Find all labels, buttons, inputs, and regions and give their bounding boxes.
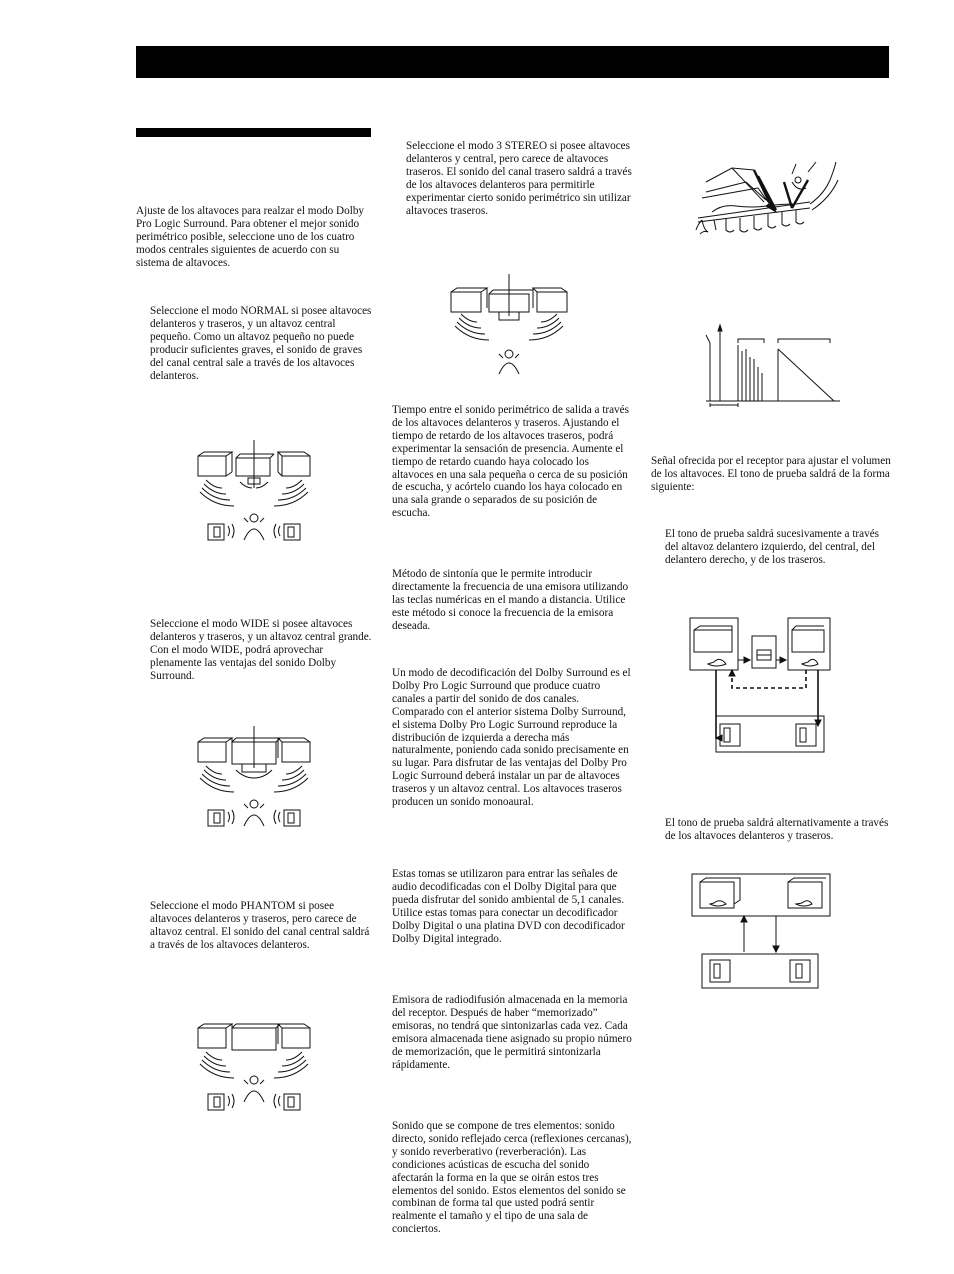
sound-field-text: Sonido que se compone de tres elementos: sonido directo, sonido reflejado cerca (reflexiones cercanas), y sonido reverberativo (reverberación). Las condiciones acústicas de escucha del sonido afectarán la forma en la que se oirán estos tres elementos del sonido. Estos elementos del sonido se combinan de forma tal que usted podrá sentir realmente el tamaño y el tipo de una sala de conciertos. [392,1120,632,1236]
reverberation-response-diagram [702,325,842,407]
section-rule [136,128,371,137]
pro-logic-text: Un modo de decodificación del Dolby Surround es el Dolby Pro Logic Surround que produce cuatro canales a partir del sonido de dos canales. Comparado con el anterior sistema Dolby Surround, el sistema Dolby Pro Logic Surround reproduce la distribución de izquierda a derecha más naturalmente, poniendo cada sonido precisamente en su lugar. Para disfrutar de las ventajas del Dolby Pro Logic Surround deberá instalar un par de altavoces traseros y un altavoz central. Los altavoces traseros producen un sonido monoaural. [392,667,631,809]
header-bar [136,46,889,78]
digital-jacks-text: Estas tomas se utilizaron para entrar las señales de audio decodificadas con el Dolby Digital para que pueda disfrutar del sonido ambiental de 5,1 canales. Utilice estas tomas para conectar un decodificador Dolby Digital o una platina DVD con decodificador Dolby Digital integrado. [392,868,625,945]
preset-station-text: Emisora de radiodifusión almacenada en la memoria del receptor. Después de haber “memorizado” emisoras, no tendrá que sintonizarlas cada vez. Cada emisora almacenada tiene asignado su propio número de memorización, que le permitirá sintonizarla rápidamente. [392,994,632,1071]
normal-mode-speaker-diagram [192,438,318,546]
wide-mode-text: Seleccione el modo WIDE si posee altavoces delanteros y traseros, y un altavoz central grande. Con el modo WIDE, podrá aprovechar plenamente las ventajas del sonido Dolby Surround. [150,618,372,682]
wide-mode-speaker-diagram [192,724,318,832]
delay-time-text: Tiempo entre el sonido perimétrico de salida a través de los altavoces delanteros y traseros. Ajustando el tiempo de retardo de los altavoces traseros, podrá experimentar la sensación de presencia. Aumente el tiempo de retardo cuando haya colocado los altavoces en una sala pequeña o cerca de su posición de escucha, y acórtelo cuando los haya colocado en una sala grande o separados de su posición de escucha. [392,404,629,520]
three-stereo-text: Seleccione el modo 3 STEREO si posee altavoces delanteros y central, pero carece de altavoces traseros. El sonido del canal trasero saldrá a través de los altavoces delanteros para permitirle experimentar cierto sonido perimétrico sin utilizar altavoces traseros. [406,140,632,217]
test-tone-alternate-text: El tono de prueba saldrá alternativamente a través de los altavoces delanteros y traseros. [665,817,889,842]
direct-tuning-text: Método de sintonía que le permite introducir directamente la frecuencia de una emisora utilizando las teclas numéricas en el mando a distancia. Utilice este método si conoce la frecuencia de la emisora deseada. [392,568,629,632]
test-tone-sequence-text: El tono de prueba saldrá sucesivamente a través del altavoz delantero izquierdo, del central, del delantero derecho, y de los traseros. [665,528,880,566]
three-stereo-speaker-diagram [447,272,573,376]
test-tone-text: Señal ofrecida por el receptor para ajustar el volumen de los altavoces. El tono de prueba saldrá de la forma siguiente: [651,455,891,493]
center-mode-intro: Ajuste de los altavoces para realzar el modo Dolby Pro Logic Surround. Para obtener el mejor sonido perimétrico posible, seleccione uno de los cuatro modos centrales siguientes de acuerdo con su sistema de altavoces. [136,205,365,269]
test-tone-sequential-diagram [686,614,832,756]
test-tone-alternate-diagram [690,872,834,992]
concert-hall-sound-diagram [692,158,840,248]
phantom-mode-speaker-diagram [192,1010,318,1118]
phantom-mode-text: Seleccione el modo PHANTOM si posee altavoces delanteros y traseros, pero carece de altavoz central. El sonido del canal central saldrá a través de los altavoces delanteros. [150,900,370,951]
normal-mode-text: Seleccione el modo NORMAL si posee altavoces delanteros y traseros, y un altavoz central pequeño. Como un altavoz pequeño no puede producir suficientes graves, el sonido de graves del canal central sale a través de los altavoces delanteros. [150,305,372,382]
